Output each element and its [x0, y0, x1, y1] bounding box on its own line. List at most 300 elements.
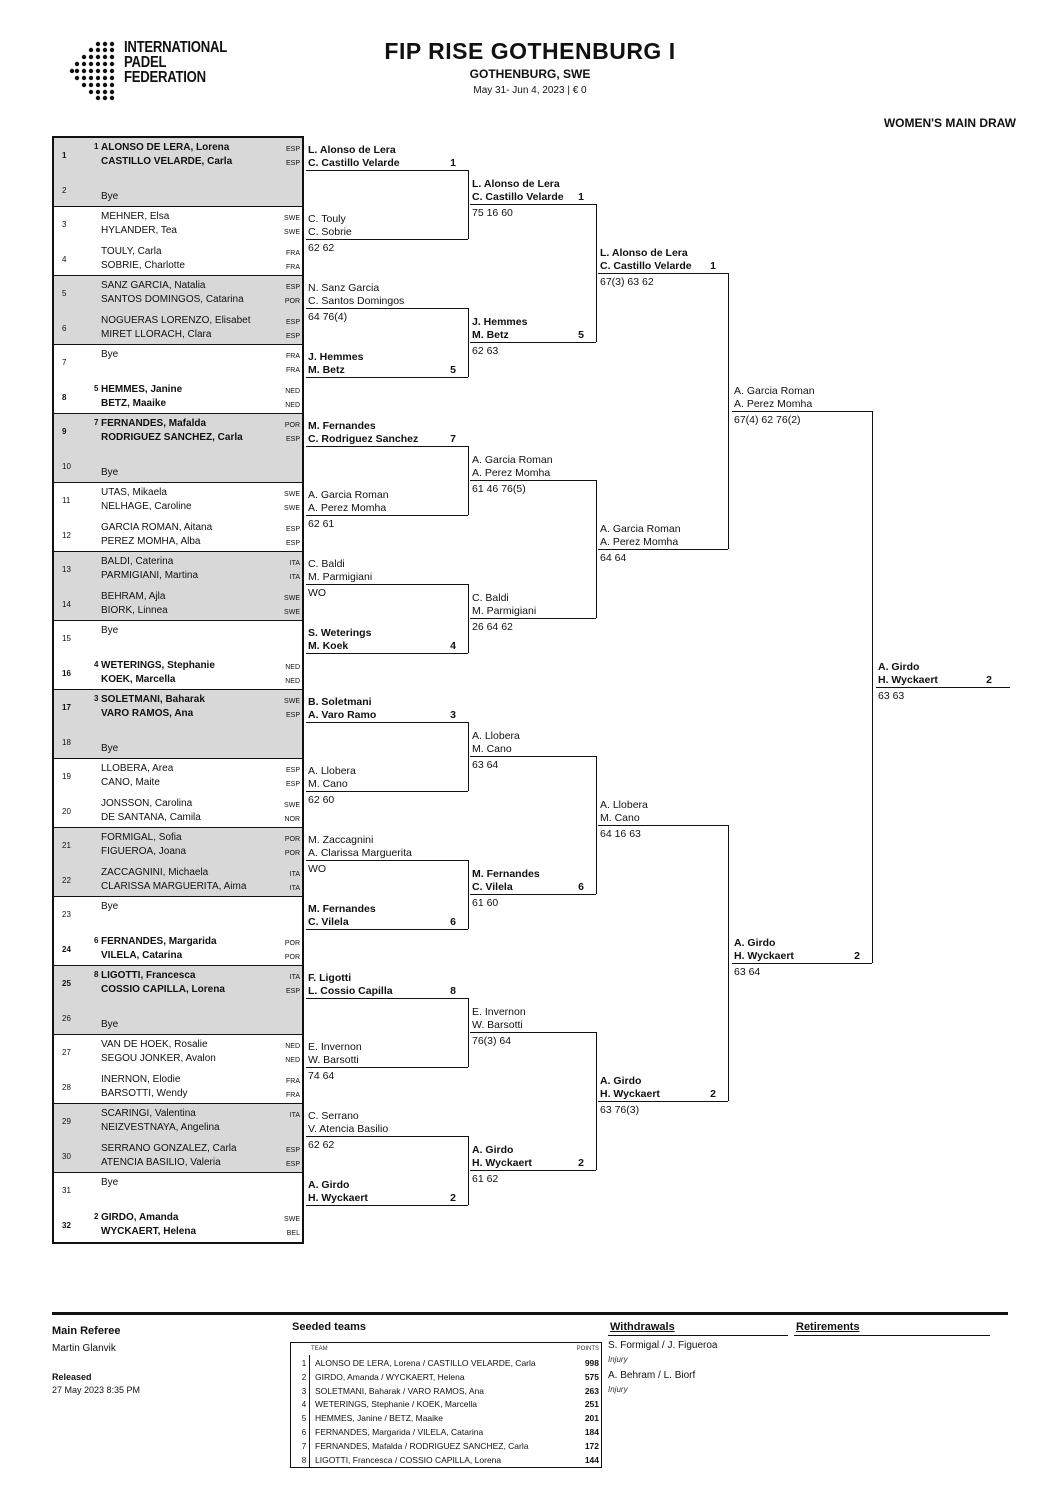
winner-seed: 7: [450, 432, 456, 445]
player-1-name: Bye: [101, 349, 119, 360]
player-1-nation: NED: [285, 387, 300, 395]
bracket-line: [306, 791, 468, 792]
bracket-line: [306, 584, 468, 585]
bracket-line: [470, 894, 596, 895]
winner-player-2: M. Parmigiani: [472, 605, 537, 617]
entry-row: [54, 138, 302, 173]
seeded-team-name: GIRDO, Amanda / WYCKAERT, Helena: [315, 1371, 465, 1382]
entry-row: [54, 690, 302, 725]
player-1-name: Bye: [101, 1177, 119, 1188]
seed-number: 6: [94, 935, 99, 945]
player-2-name: PEREZ MOMHA, Alba: [101, 535, 201, 547]
player-1-nation: ITA: [289, 1112, 300, 1119]
player-2-nation: ESP: [285, 712, 300, 719]
match-winner: [308, 1041, 466, 1067]
entry-row: [54, 1139, 302, 1174]
seed-rank: 7: [301, 1441, 307, 1451]
winner-player-1: A. Garcia Roman: [472, 454, 553, 466]
entry-row: [54, 552, 302, 587]
entry-row: [54, 1001, 302, 1036]
player-2-nation: ESP: [285, 160, 300, 167]
winner-player-2: C. Rodriguez Sanchez: [308, 432, 419, 445]
player-2-nation: FRA: [286, 263, 300, 271]
player-1-nation: ESP: [285, 767, 300, 774]
draw-position: 17: [62, 703, 71, 713]
player-2-name: NELHAGE, Caroline: [101, 501, 192, 512]
match-score: 62 61: [308, 517, 335, 530]
draw-position: 4: [62, 254, 67, 264]
match-score: 64 16 63: [600, 828, 641, 840]
winner-player-2: A. Perez Momha: [600, 536, 679, 548]
match-winner: [472, 1006, 594, 1032]
player-2-nation: ITA: [289, 884, 300, 892]
draw-position: 6: [62, 323, 67, 333]
player-1-name: SERRANO GONZALEZ, Carla: [101, 1142, 237, 1154]
bracket-line: [470, 204, 596, 205]
entry-row: [54, 483, 302, 518]
player-1-name: GIRDO, Amanda: [101, 1211, 179, 1223]
player-2-name: CANO, Maite: [101, 777, 160, 788]
points-column-header: POINTS: [576, 1346, 599, 1352]
entry-row: [54, 863, 302, 898]
bracket-line: [470, 618, 596, 619]
winner-player-1: M. Fernandes: [308, 419, 376, 432]
player-2-name: PARMIGIANI, Martina: [101, 570, 199, 581]
match-score: 63 64: [734, 966, 761, 978]
entry-row: [54, 414, 302, 449]
player-2-nation: FRA: [286, 367, 300, 374]
player-2-name: BIORK, Linnea: [101, 604, 168, 616]
player-1-name: SCARINGI, Valentina: [101, 1108, 196, 1119]
winner-player-2: M. Betz: [308, 363, 345, 376]
match-score: 62 60: [308, 793, 335, 806]
referee-label: Main Referee: [52, 1325, 121, 1337]
match-score: 67(4) 62 76(2): [734, 414, 801, 426]
player-2-nation: ESP: [285, 781, 300, 788]
draw-position: 31: [62, 1186, 71, 1196]
seeded-team-name: WETERINGS, Stephanie / KOEK, Marcella: [315, 1399, 478, 1410]
entry-row: [54, 311, 302, 346]
player-1-name: GARCIA ROMAN, Aitana: [101, 521, 213, 533]
player-2-nation: ITA: [289, 574, 300, 581]
draw-position: 5: [62, 289, 67, 299]
winner-player-1: L. Alonso de Lera: [600, 247, 688, 259]
match-score: 64 76(4): [308, 310, 348, 323]
player-2-nation: SWE: [284, 608, 300, 616]
bracket-line: [470, 480, 596, 481]
entry-row: [54, 518, 302, 553]
entry-row: [54, 794, 302, 829]
seeded-team-points: 172: [584, 1440, 599, 1451]
bracket-line: [598, 825, 728, 826]
draw-position: 25: [62, 979, 71, 989]
winner-seed: 3: [450, 708, 456, 721]
match-winner: [600, 247, 726, 273]
bracket-line: [598, 273, 728, 274]
draw-position: 19: [62, 772, 71, 782]
seeded-team-points: 144: [584, 1454, 599, 1465]
tournament-dates: May 31- Jun 4, 2023 | € 0: [473, 85, 587, 96]
entry-row: [54, 897, 302, 932]
draw-position: 16: [62, 668, 71, 678]
entry-row: [54, 1208, 302, 1243]
seed-number: 8: [94, 970, 99, 979]
winner-player-1: A. Garcia Roman: [600, 523, 681, 535]
fip-logo: [68, 38, 248, 104]
draw-position: 13: [62, 565, 71, 575]
player-1-nation: ITA: [289, 560, 300, 567]
match-winner: [308, 627, 466, 653]
draw-position: 27: [62, 1048, 71, 1058]
bracket-line: [306, 929, 468, 930]
winner-player-1: A. Garcia Roman: [734, 385, 815, 397]
bracket-connector: [468, 1136, 469, 1205]
seeded-team-row: [291, 1440, 601, 1453]
draw-position: 8: [62, 392, 67, 402]
winner-seed: 6: [450, 915, 456, 928]
draw-position: 7: [62, 358, 67, 368]
seed-number: 4: [94, 659, 99, 669]
player-2-name: FIGUEROA, Joana: [101, 846, 187, 857]
player-1-nation: ESP: [285, 525, 300, 533]
entry-row: [54, 932, 302, 967]
seeded-team-points: 575: [584, 1371, 599, 1382]
player-1-name: MEHNER, Elsa: [101, 211, 170, 222]
winner-seed: 6: [578, 881, 584, 893]
player-2-name: NEIZVESTNAYA, Angelina: [101, 1122, 220, 1133]
logo-line-1: INTERNATIONAL: [124, 39, 227, 56]
player-1-name: INERNON, Elodie: [101, 1073, 181, 1085]
winner-seed: 1: [710, 260, 716, 272]
player-2-nation: NED: [285, 1057, 300, 1064]
seeded-team-row: [291, 1426, 601, 1439]
match-winner: [600, 799, 726, 825]
entry-list: [52, 136, 304, 1244]
player-1-nation: ESP: [285, 1146, 300, 1154]
match-winner: [600, 1075, 726, 1101]
draw-position: 30: [62, 1151, 71, 1161]
player-1-nation: NED: [285, 663, 300, 671]
winner-player-2: H. Wyckaert: [600, 1088, 660, 1100]
winner-player-1: J. Hemmes: [472, 316, 528, 328]
draw-position: 24: [62, 944, 71, 954]
player-1-name: VAN DE HOEK, Rosalie: [101, 1039, 208, 1050]
winner-player-1: A. Girdo: [308, 1178, 350, 1191]
seeded-team-row: [291, 1357, 601, 1370]
entry-row: [54, 345, 302, 380]
winner-player-2: W. Barsotti: [472, 1019, 523, 1031]
bracket-connector: [468, 446, 469, 515]
player-2-nation: ESP: [285, 988, 300, 995]
winner-seed: 2: [854, 950, 860, 962]
bracket-line: [306, 377, 468, 378]
seed-number: 2: [94, 1211, 99, 1221]
player-2-nation: POR: [284, 298, 300, 305]
player-2-nation: ESP: [285, 1160, 300, 1168]
padel-ball-logo-icon: [68, 38, 120, 104]
match-score: 61 60: [472, 897, 499, 909]
bracket-line: [306, 446, 468, 447]
match-winner: [308, 351, 466, 377]
match-score: WO: [308, 586, 327, 599]
winner-seed: 4: [450, 639, 456, 652]
player-1-nation: SWE: [284, 1215, 300, 1223]
player-2-name: Bye: [101, 1018, 119, 1030]
retirements-rule: [794, 1335, 990, 1336]
draw-position: 11: [62, 496, 71, 506]
draw-position: 26: [62, 1013, 71, 1023]
winner-player-1: C. Touly: [308, 212, 346, 225]
seed-rank: 5: [301, 1414, 307, 1424]
winner-player-1: A. Llobera: [600, 799, 648, 811]
entry-row: [54, 276, 302, 311]
seeded-team-points: 184: [584, 1427, 599, 1437]
draw-position: 15: [62, 634, 71, 644]
seed-number: 7: [94, 418, 99, 427]
winner-player-1: F. Ligotti: [308, 971, 352, 984]
draw-position: 28: [62, 1082, 71, 1092]
player-1-name: BALDI, Caterina: [101, 556, 174, 567]
entry-row: [54, 207, 302, 242]
seed-rank: 2: [301, 1372, 307, 1382]
player-2-nation: SWE: [284, 505, 300, 512]
match-winner: [308, 834, 466, 860]
winner-player-2: A. Perez Momha: [472, 467, 551, 479]
match-winner: [308, 489, 466, 515]
match-winner: [308, 1179, 466, 1205]
winner-seed: 2: [710, 1088, 716, 1100]
draw-position: 23: [62, 910, 71, 920]
seed-rank: 6: [301, 1428, 307, 1437]
winner-player-1: M. Fernandes: [308, 902, 376, 915]
match-score: 61 62: [472, 1173, 499, 1185]
winner-player-1: A. Garcia Roman: [308, 488, 389, 501]
entry-row: [54, 621, 302, 656]
bracket-line: [306, 722, 468, 723]
draw-position: 21: [62, 841, 71, 851]
entry-row: [54, 1070, 302, 1105]
withdrawals-heading: Withdrawals: [610, 1321, 675, 1333]
withdrawal-reason: Injury: [608, 1385, 628, 1394]
entry-row: [54, 380, 302, 415]
winner-seed: 2: [578, 1157, 584, 1169]
entry-row: [54, 759, 302, 794]
winner-player-1: C. Baldi: [472, 592, 509, 604]
released-label: Released: [52, 1372, 92, 1382]
winner-player-2: A. Perez Momha: [308, 501, 387, 514]
draw-position: 12: [62, 530, 71, 540]
winner-player-2: C. Castillo Velarde: [600, 260, 692, 272]
player-2-name: Bye: [101, 466, 119, 478]
match-winner: [308, 282, 466, 308]
player-2-name: WYCKAERT, Helena: [101, 1225, 197, 1237]
page-title: FIP RISE GOTHENBURG I: [384, 38, 676, 64]
match-score: 26 64 62: [472, 621, 513, 633]
player-2-name: VILELA, Catarina: [101, 949, 183, 961]
match-winner: [472, 178, 594, 204]
entry-row: [54, 173, 302, 208]
player-2-name: CLARISSA MARGUERITA, Aima: [101, 880, 247, 892]
winner-player-1: L. Alonso de Lera: [308, 143, 396, 156]
final-score: 63 63: [878, 690, 905, 702]
winner-player-2: M. Parmigiani: [308, 570, 373, 583]
champion: [878, 661, 1008, 687]
match-winner: [308, 558, 466, 584]
champion-player-2: H. Wyckaert: [878, 674, 938, 686]
player-1-name: WETERINGS, Stephanie: [101, 659, 215, 671]
bracket-line: [732, 411, 872, 412]
entry-row: [54, 966, 302, 1001]
seed-rank: 1: [301, 1359, 307, 1368]
bracket-line: [306, 860, 468, 861]
bracket-connector: [596, 204, 597, 342]
player-1-name: Bye: [101, 901, 119, 912]
entry-row: [54, 725, 302, 760]
bracket-connector: [468, 584, 469, 653]
logo-line-3: FEDERATION: [124, 69, 206, 86]
winner-player-2: C. Sobrie: [308, 225, 352, 238]
player-2-name: BETZ, Maaike: [101, 397, 167, 409]
seeded-teams-table: [290, 1342, 602, 1468]
player-1-name: ZACCAGNINI, Michaela: [101, 866, 209, 878]
player-2-name: MIRET LLORACH, Clara: [101, 328, 212, 340]
winner-player-2: H. Wyckaert: [308, 1191, 368, 1204]
withdrawals-rule: [608, 1335, 788, 1336]
winner-player-1: C. Serrano: [308, 1109, 359, 1122]
withdrawal-reason: Injury: [608, 1355, 628, 1364]
player-1-nation: FRA: [286, 353, 300, 360]
winner-player-2: M. Betz: [472, 329, 509, 341]
bracket-line: [598, 549, 728, 550]
match-winner: [734, 937, 870, 963]
player-1-name: ALONSO DE LERA, Lorena: [101, 142, 230, 153]
bracket-connector: [468, 308, 469, 377]
entry-row: [54, 1173, 302, 1208]
match-winner: [308, 903, 466, 929]
player-2-name: CASTILLO VELARDE, Carla: [101, 156, 233, 167]
player-2-name: BARSOTTI, Wendy: [101, 1087, 188, 1099]
retirements-heading: Retirements: [796, 1321, 860, 1333]
match-winner: [308, 765, 466, 791]
player-1-name: SOLETMANI, Baharak: [101, 694, 205, 705]
bracket-line: [306, 1067, 468, 1068]
bracket-line: [306, 308, 468, 309]
bracket-line: [470, 1032, 596, 1033]
seeded-team-points: 998: [584, 1358, 599, 1368]
winner-player-1: E. Invernon: [472, 1006, 526, 1018]
draw-position: 2: [62, 185, 67, 195]
seed-number: 3: [94, 694, 99, 703]
seeded-team-name: ALONSO DE LERA, Lorena / CASTILLO VELARDE, Carla: [315, 1358, 536, 1368]
seeded-team-row: [291, 1454, 601, 1467]
footer-divider: [52, 1312, 1008, 1315]
winner-seed: 2: [450, 1191, 456, 1204]
winner-player-1: A. Girdo: [472, 1144, 514, 1156]
match-score: 63 76(3): [600, 1104, 640, 1116]
entry-row: [54, 1104, 302, 1139]
winner-player-2: M. Cano: [472, 743, 512, 755]
player-2-name: SANTOS DOMINGOS, Catarina: [101, 294, 244, 305]
released-date: 27 May 2023 8:35 PM: [52, 1385, 141, 1395]
withdrawal-team: A. Behram / L. Biorf: [608, 1370, 696, 1381]
seed-number: 5: [94, 383, 99, 393]
match-score: 64 64: [600, 552, 627, 564]
winner-player-1: M. Zaccagnini: [308, 833, 374, 846]
bracket-connector: [468, 722, 469, 791]
seeded-team-row: [291, 1385, 601, 1398]
match-winner: [308, 213, 466, 239]
winner-player-2: M. Koek: [308, 639, 349, 652]
referee-name: Martin Glanvik: [52, 1343, 116, 1354]
player-1-name: LIGOTTI, Francesca: [101, 970, 196, 981]
bracket-line: [876, 687, 1010, 688]
draw-position: 9: [62, 427, 67, 437]
player-2-name: KOEK, Marcella: [101, 673, 176, 685]
match-score: 61 46 76(5): [472, 483, 526, 495]
winner-player-2: H. Wyckaert: [734, 950, 794, 962]
winner-player-2: A. Perez Momha: [734, 398, 813, 410]
match-winner: [308, 972, 466, 998]
bracket-line: [306, 1136, 468, 1137]
draw-position: 10: [62, 461, 71, 471]
withdrawal-team: S. Formigal / J. Figueroa: [608, 1340, 718, 1351]
bracket-line: [470, 342, 596, 343]
match-winner: [472, 730, 594, 756]
player-2-nation: POR: [284, 850, 300, 857]
player-1-name: LLOBERA, Area: [101, 763, 174, 774]
seed-rank: 8: [301, 1455, 307, 1465]
entry-row: [54, 449, 302, 484]
draw-position: 18: [62, 737, 71, 747]
player-1-name: NOGUERAS LORENZO, Elisabet: [101, 314, 251, 326]
bracket-connector: [872, 411, 873, 963]
seeded-team-name: SOLETMANI, Baharak / VARO RAMOS, Ana: [315, 1385, 484, 1396]
player-2-nation: ESP: [285, 436, 300, 443]
match-winner: [308, 144, 466, 170]
bracket-line: [306, 515, 468, 516]
player-1-nation: SWE: [284, 594, 300, 602]
player-1-nation: POR: [284, 939, 300, 947]
player-2-nation: NED: [285, 677, 300, 685]
bracket-connector: [468, 998, 469, 1067]
player-1-nation: SWE: [284, 215, 300, 222]
match-score: 62 62: [308, 1138, 335, 1151]
winner-player-1: S. Weterings: [308, 626, 372, 639]
winner-seed: 5: [450, 363, 456, 376]
player-1-name: FERNANDES, Mafalda: [101, 418, 207, 429]
winner-player-1: A. Llobera: [308, 764, 356, 777]
seeded-team-points: 251: [584, 1399, 599, 1410]
match-score: 62 62: [308, 241, 335, 254]
match-winner: [308, 696, 466, 722]
player-2-name: Bye: [101, 190, 119, 202]
bracket-line: [470, 756, 596, 757]
entry-row: [54, 587, 302, 622]
winner-player-2: A. Varo Ramo: [308, 708, 377, 721]
entry-row: [54, 656, 302, 691]
player-1-nation: ITA: [289, 974, 300, 981]
match-winner: [472, 868, 594, 894]
seeded-team-name: HEMMES, Janine / BETZ, Maaike: [315, 1413, 444, 1424]
winner-seed: 1: [578, 191, 584, 203]
entry-row: [54, 1035, 302, 1070]
draw-position: 29: [62, 1117, 71, 1127]
player-1-nation: POR: [284, 836, 300, 843]
player-2-name: Bye: [101, 742, 119, 754]
player-1-name: TOULY, Carla: [101, 245, 162, 257]
player-2-nation: BEL: [286, 1229, 300, 1237]
bracket-connector: [468, 170, 469, 239]
